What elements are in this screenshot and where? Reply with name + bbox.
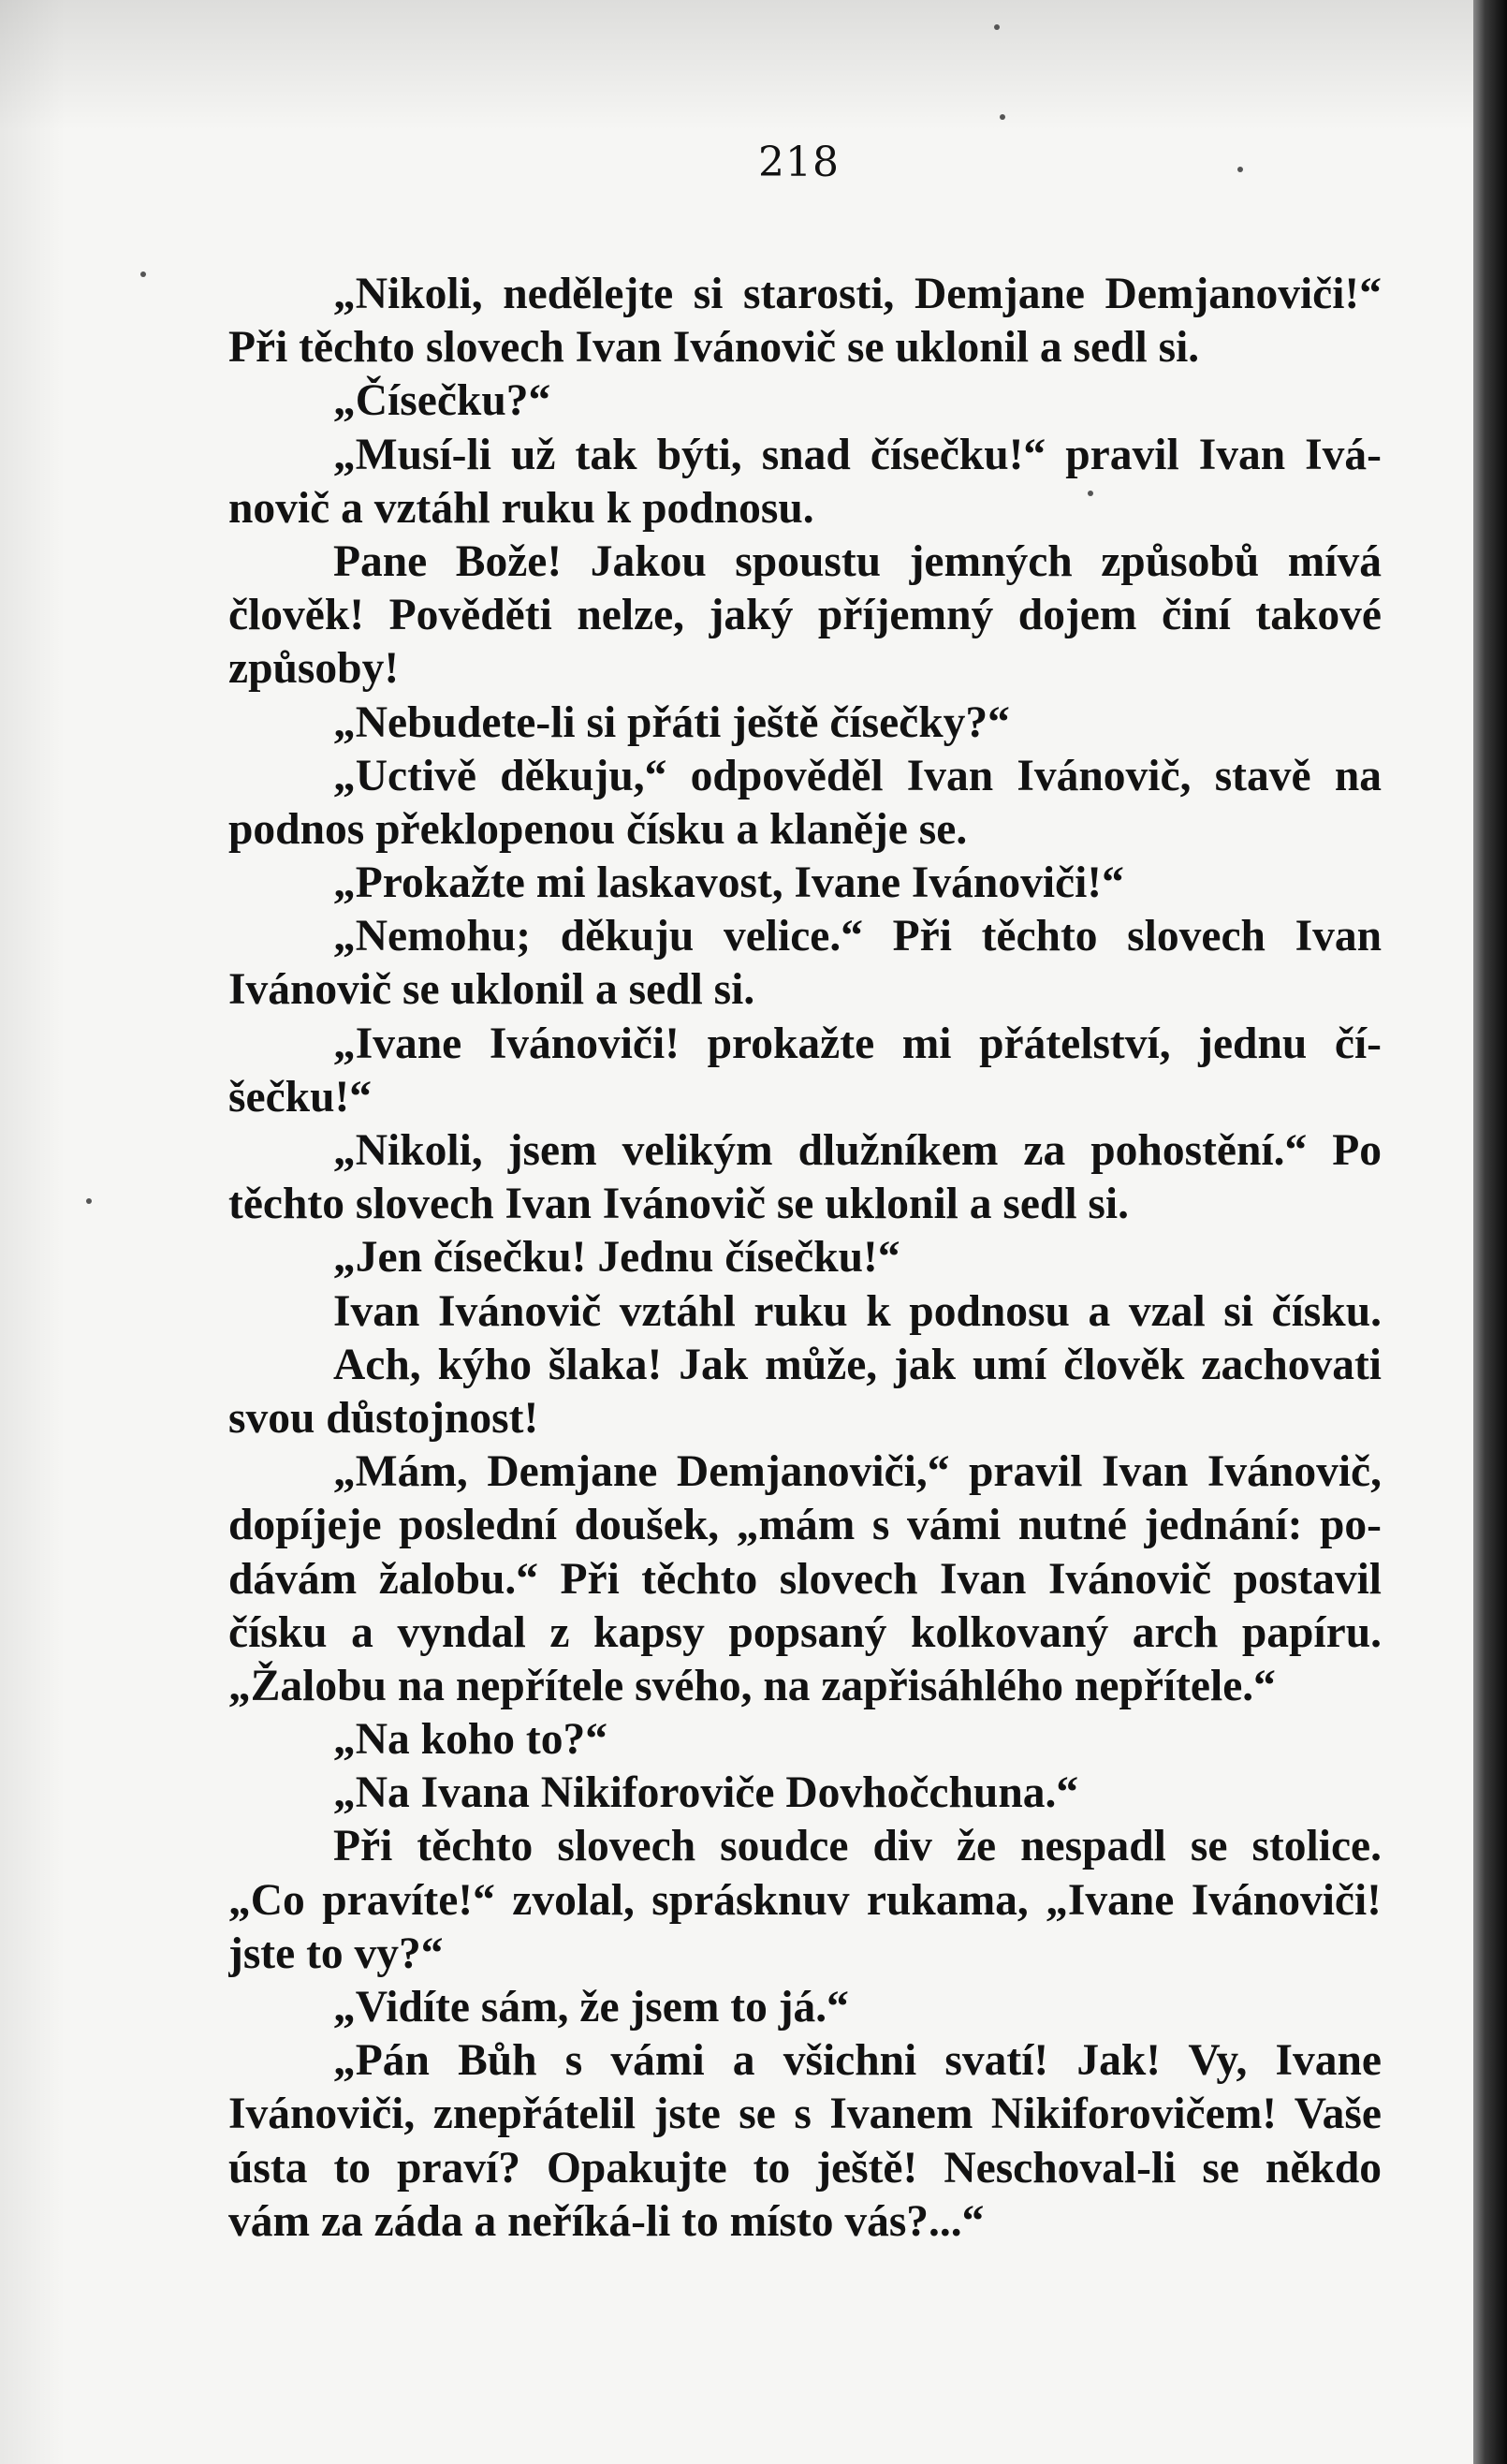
text-line: „Žalobu na nepřítele svého, na zapřisáhlého nepřítele.“ bbox=[228, 1661, 1276, 1710]
page-number: 218 bbox=[758, 139, 840, 186]
text-line: „Jen čísečku! Jednu čísečku!“ bbox=[333, 1233, 900, 1283]
text-line: člověk! Pověděti nelze, jaký příjemný dojem činí takové bbox=[228, 591, 1382, 640]
text-line: Při těchto slovech soudce div že nespadl se stolice. bbox=[333, 1822, 1382, 1871]
text-line: „Co pravíte!“ zvolal, sprásknuv rukama, „Ivane Ivánoviči! bbox=[228, 1875, 1382, 1925]
dust-speck bbox=[994, 24, 1000, 30]
text-line: „Nikoli, jsem velikým dlužníkem za pohostění.“ Po bbox=[333, 1126, 1382, 1175]
dust-speck bbox=[86, 1198, 92, 1204]
text-line: „Na Ivana Nikiforoviče Dovhočchuna.“ bbox=[333, 1768, 1079, 1818]
scan-shadow-top bbox=[0, 0, 1473, 131]
text-line: „Nebudete-li si přáti ještě čísečky?“ bbox=[333, 697, 1010, 747]
text-line: „Vidíte sám, že jsem to já.“ bbox=[333, 1983, 849, 2031]
text-line: „Uctivě děkuju,“ odpověděl Ivan Ivánovič, stavě na bbox=[333, 751, 1382, 800]
body-text bbox=[228, 268, 1382, 2249]
text-line: „Mám, Demjane Demjanoviči,“ pravil Ivan Ivánovič, bbox=[333, 1447, 1382, 1497]
text-line: „Prokažte mi laskavost, Ivane Ivánoviči!“ bbox=[333, 858, 1124, 908]
text-line: ústa to praví? Opakujte to ještě! Neschoval-li se někdo bbox=[228, 2143, 1382, 2193]
text-line: těchto slovech Ivan Ivánovič se uklonil a sedl si. bbox=[228, 1180, 1129, 1229]
text-line: „Pán Bůh s vámi a všichni svatí! Jak! Vy, Ivane bbox=[333, 2036, 1382, 2086]
text-line: dávám žalobu.“ Při těchto slovech Ivan Ivánovič postavil bbox=[228, 1554, 1382, 1604]
text-line: „Čísečku?“ bbox=[333, 376, 551, 426]
text-line: „Nikoli, nedělejte si starosti, Demjane Demjanoviči!“ bbox=[333, 270, 1382, 318]
dust-speck bbox=[140, 271, 146, 277]
dust-speck bbox=[1237, 167, 1243, 172]
text-line: jste to vy?“ bbox=[228, 1929, 444, 1978]
text-line: novič a vztáhl ruku k podnosu. bbox=[228, 483, 814, 533]
text-line: šečku!“ bbox=[228, 1072, 373, 1122]
text-line: Ach, kýho šlaka! Jak může, jak umí člověk zachovati bbox=[333, 1340, 1382, 1389]
text-line: Pane Bože! Jakou spoustu jemných způsobů mívá bbox=[333, 536, 1382, 586]
text-line: Při těchto slovech Ivan Ivánovič se uklonil a sedl si. bbox=[228, 323, 1200, 373]
text-line: „Musí-li už tak býti, snad čísečku!“ pravil Ivan Ivá- bbox=[333, 430, 1382, 479]
text-line: „Nemohu; děkuju velice.“ Při těchto slovech Ivan bbox=[333, 912, 1382, 961]
text-line: čísku a vyndal z kapsy popsaný kolkovaný arch papíru. bbox=[228, 1607, 1382, 1657]
text-line: Ivánoviči, znepřátelil jste se s Ivanem Nikiforovičem! Vaše bbox=[228, 2090, 1382, 2139]
text-line: Ivan Ivánovič vztáhl ruku k podnosu a vzal si čísku. bbox=[333, 1286, 1382, 1336]
text-line: vám za záda a neříká-li to místo vás?...“ bbox=[228, 2196, 985, 2246]
scanner-edge bbox=[1473, 0, 1507, 2464]
dust-speck bbox=[1000, 114, 1005, 120]
scan-shadow-left bbox=[0, 0, 66, 2464]
text-line: Ivánovič se uklonil a sedl si. bbox=[228, 965, 755, 1015]
text-line: dopíjeje poslední doušek, „mám s vámi nutné jednání: po- bbox=[228, 1501, 1382, 1550]
text-line: způsoby! bbox=[228, 644, 400, 694]
text-line: „Ivane Ivánoviči! prokažte mi přátelství, jednu čí- bbox=[333, 1019, 1382, 1068]
text-line: podnos překlopenou čísku a klaněje se. bbox=[228, 804, 968, 854]
text-line: svou důstojnost! bbox=[228, 1393, 539, 1443]
text-line: „Na koho to?“ bbox=[333, 1715, 607, 1765]
